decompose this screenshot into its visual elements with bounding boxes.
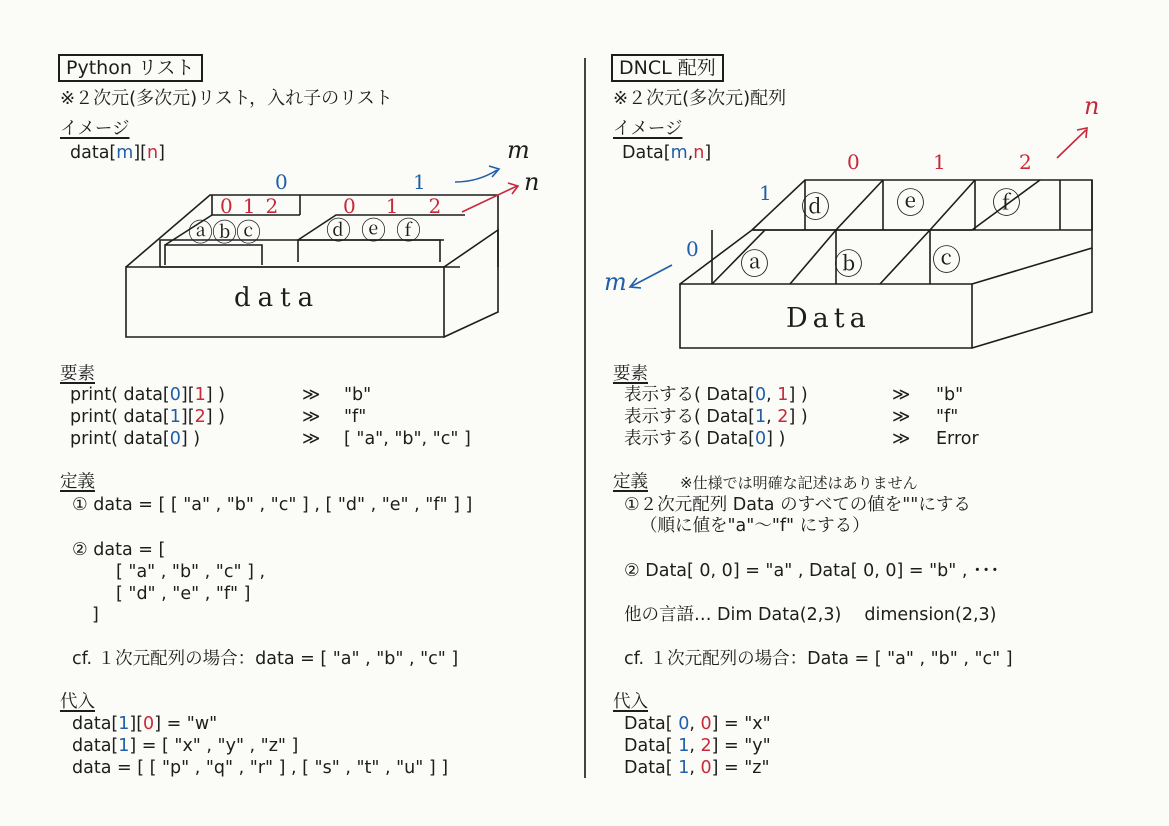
cell-b: ⓑ: [212, 218, 237, 247]
dncl-subtitle: ※２次元(多次元)配列: [613, 88, 787, 109]
definition-2-line: [ "a" , "b" , "c" ] ,: [116, 562, 266, 582]
index-i: 0: [169, 429, 181, 449]
output-value: "f": [344, 407, 367, 427]
code-text: ]: [704, 143, 712, 163]
output-arrow: ≫: [302, 429, 321, 449]
code-text: ] = "w": [154, 714, 218, 734]
code-text: ][: [180, 407, 195, 427]
definition-1: ① data = [ [ "a" , "b" , "c" ] , [ "d" , "e" , "f" ] ]: [72, 495, 473, 515]
code-text: ,: [766, 385, 778, 405]
code-text: Data[: [624, 736, 679, 756]
element-line: [624, 385, 808, 406]
image-heading: イメージ: [613, 119, 683, 139]
code-text: ] ): [205, 385, 225, 405]
code-text: ] ): [788, 385, 808, 405]
code-text: ][: [180, 385, 195, 405]
index-label: 2: [265, 194, 289, 218]
col-label-0: 0: [847, 150, 860, 174]
assign-heading: 代入: [613, 692, 648, 712]
cell-b: ⓑ: [834, 247, 864, 281]
code-text: print( data[: [70, 429, 170, 449]
index-i: 1: [678, 758, 690, 778]
code-text: data[: [70, 143, 117, 163]
elements-heading: 要素: [60, 364, 95, 384]
code-text: data[: [72, 714, 119, 734]
index-m: m: [670, 143, 688, 163]
box-label: data: [234, 283, 321, 313]
index-n: n: [693, 143, 705, 163]
index-i: 0: [169, 385, 181, 405]
row-label-0: 0: [686, 237, 699, 261]
code-text: Data[: [624, 758, 679, 778]
definition-1-line: ①２次元配列 Data のすべての値を""にする: [624, 495, 971, 515]
assign-line: [624, 714, 771, 735]
code-text: ] ): [766, 429, 786, 449]
code-text: ] ): [788, 407, 808, 427]
arrow-m: [632, 265, 672, 286]
python-subtitle: ※２次元(多次元)リスト，入れ子のリスト: [60, 88, 393, 109]
cell-a: ⓐ: [740, 247, 770, 281]
axis-n-label: n: [1084, 92, 1100, 120]
index-i: 1: [169, 407, 181, 427]
cell-f: ⓕ: [992, 186, 1022, 220]
output-arrow: ≫: [892, 429, 911, 449]
output-value: "b": [936, 385, 964, 405]
code-text: ,: [766, 407, 778, 427]
code-text: Data[: [624, 714, 679, 734]
definition-2-line: ]: [92, 605, 99, 625]
axis-m-label: m: [507, 136, 530, 164]
code-text: ] = [ "x" , "y" , "z" ]: [129, 736, 299, 756]
code-text: 表示する( Data[: [624, 407, 756, 427]
col-label-2: 2: [1019, 150, 1032, 174]
index-i: 1: [678, 736, 690, 756]
code-text: ] = "y": [711, 736, 771, 756]
output-value: Error: [936, 429, 979, 449]
axis-m-label: m: [604, 268, 627, 296]
code-text: ,: [689, 758, 701, 778]
box-label: Data: [786, 303, 871, 334]
index-j: 2: [194, 407, 206, 427]
index-j: 0: [143, 714, 155, 734]
elements-heading: 要素: [613, 364, 648, 384]
box-right: [972, 180, 1092, 284]
code-text: ,: [687, 143, 694, 163]
index-label: 0: [220, 194, 243, 218]
code-text: ][: [129, 714, 144, 734]
definition-1-line: （順に値を"a"～"f" にする）: [640, 516, 870, 536]
index-j: 0: [700, 714, 712, 734]
code-text: ,: [689, 714, 701, 734]
cell-c: ⓒ: [236, 218, 261, 247]
index-j: 1: [777, 385, 789, 405]
code-text: ]: [158, 143, 165, 163]
index-n: n: [146, 143, 159, 163]
code-text: ,: [689, 736, 701, 756]
index-j: 2: [700, 736, 712, 756]
definition-heading: 定義: [60, 472, 95, 492]
list-index-1: 1: [413, 170, 426, 194]
output-arrow: ≫: [892, 385, 911, 405]
assign-line: [624, 758, 770, 779]
output-arrow: ≫: [892, 407, 911, 427]
cell-d: ⓓ: [326, 216, 362, 245]
index-j: 0: [700, 758, 712, 778]
code-text: ] ): [205, 407, 225, 427]
index-label: 0: [343, 194, 386, 218]
code-text: ][: [133, 143, 147, 163]
output-arrow: ≫: [302, 407, 321, 427]
assign-line: data = [ [ "p" , "q" , "r" ] , [ "s" , "t" , "u" ] ]: [72, 758, 449, 778]
axis-n-label: n: [524, 168, 540, 196]
index-j: 1: [194, 385, 206, 405]
other-languages: 他の言語… Dim Data(2,3) dimension(2,3): [624, 605, 997, 625]
index-i: 0: [755, 385, 767, 405]
code-text: ] = "x": [711, 714, 771, 734]
assign-line: [624, 736, 771, 757]
cell-f: ⓕ: [396, 216, 432, 245]
code-text: 表示する( Data[: [624, 429, 756, 449]
box-right-bottom: [972, 248, 1092, 348]
code-text: print( data[: [70, 385, 170, 405]
arrow-n: [1057, 130, 1086, 158]
index-i: 1: [118, 736, 130, 756]
cf-note: cf. １次元配列の場合：data = [ "a" , "b" , "c" ]: [72, 649, 459, 669]
list-index-0: 0: [275, 170, 288, 194]
index-label: 1: [242, 194, 266, 218]
index-label: 2: [428, 194, 472, 218]
cell-a: ⓐ: [188, 218, 213, 247]
element-line: [624, 429, 785, 450]
code-text: 表示する( Data[: [624, 385, 756, 405]
definition-note: ※仕様では明確な記述はありません: [680, 474, 918, 492]
cell-e: ⓔ: [896, 186, 926, 220]
code-text: print( data[: [70, 407, 170, 427]
assign-heading: 代入: [60, 692, 95, 712]
cell-d: ⓓ: [801, 190, 831, 224]
cell-c: ⓒ: [932, 243, 962, 277]
output-value: "b": [344, 385, 372, 405]
row-label-1: 1: [759, 181, 772, 205]
index-label: 1: [385, 194, 429, 218]
index-i: 0: [678, 714, 690, 734]
title-text: Python リスト: [66, 57, 195, 79]
definition-2-line: [ "d" , "e" , "f" ]: [116, 584, 251, 604]
index-i: 1: [118, 714, 130, 734]
code-text: data[: [72, 736, 119, 756]
output-arrow: ≫: [302, 385, 321, 405]
definition-2-line: ② data = [: [72, 540, 166, 560]
element-line: [624, 407, 808, 428]
index-i: 1: [755, 407, 767, 427]
index-m: m: [116, 143, 134, 163]
title-text: DNCL 配列: [619, 57, 716, 79]
cell-e: ⓔ: [361, 216, 397, 245]
output-value: "f": [936, 407, 959, 427]
code-text: ] = "z": [711, 758, 770, 778]
col-label-1: 1: [933, 150, 946, 174]
code-text: Data[: [622, 143, 671, 163]
definition-2: ② Data[ 0, 0] = "a" , Data[ 0, 0] = "b" , ･･･: [624, 561, 1000, 581]
index-i: 0: [755, 429, 767, 449]
definition-heading: 定義: [613, 472, 648, 492]
code-text: ] ): [180, 429, 201, 449]
image-heading: イメージ: [60, 119, 130, 139]
cf-note: cf. １次元配列の場合：Data = [ "a" , "b" , "c" ]: [624, 649, 1013, 669]
index-j: 2: [777, 407, 789, 427]
output-value: [ "a", "b", "c" ]: [344, 429, 471, 449]
